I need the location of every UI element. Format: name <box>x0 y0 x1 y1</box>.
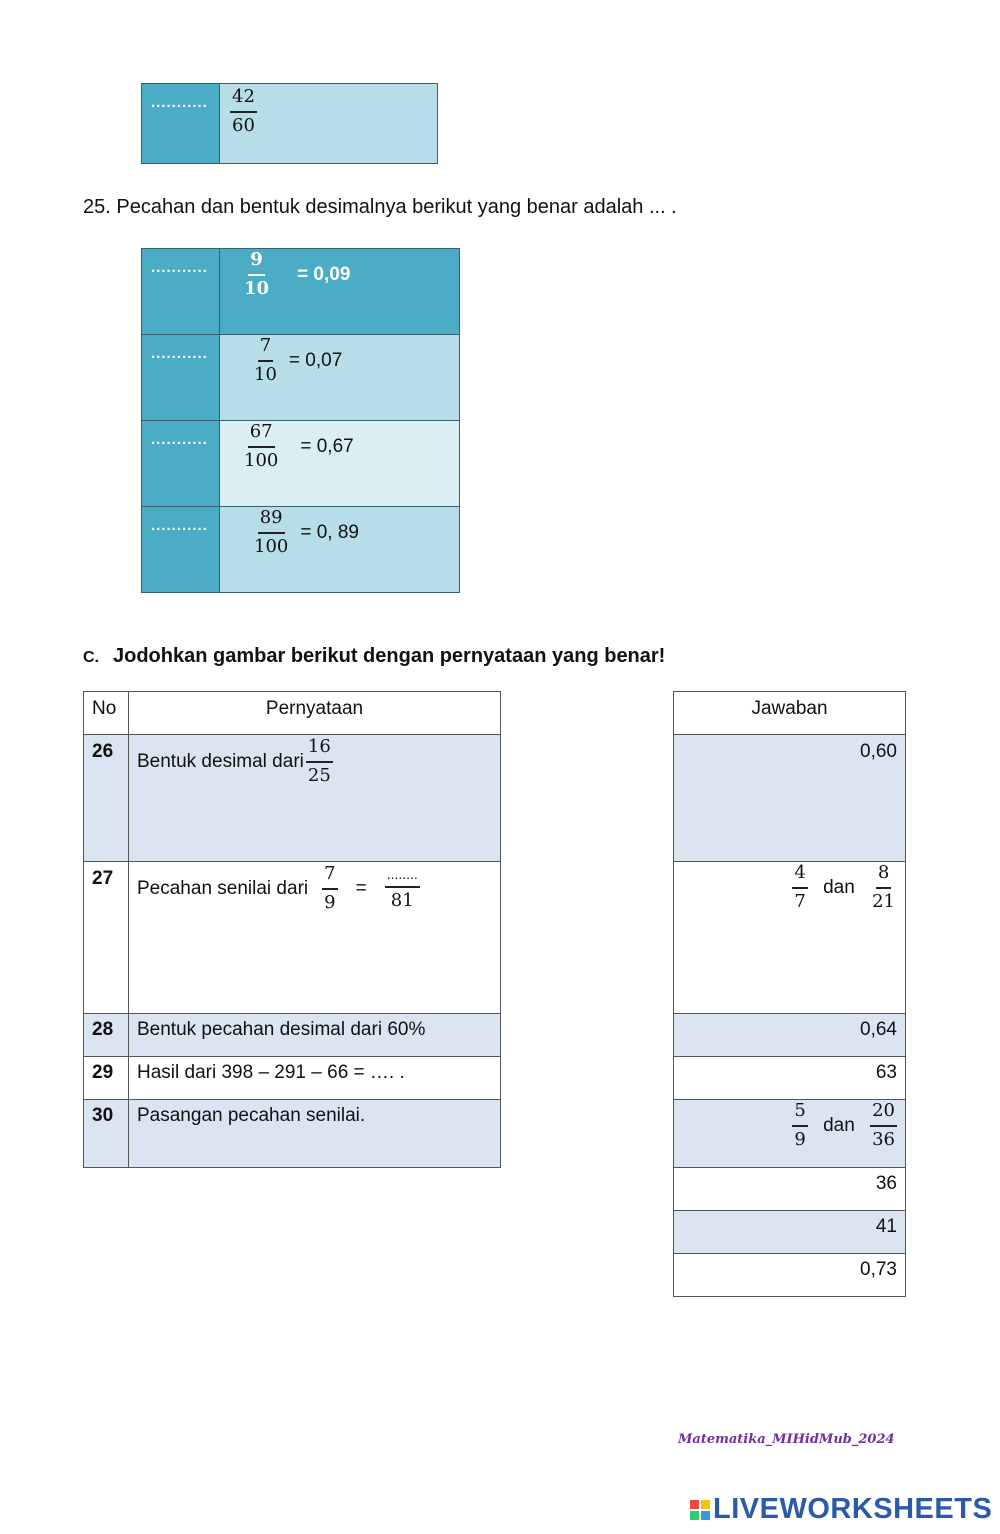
fraction: $\frac{67}{100}$ <box>244 421 279 471</box>
q24-option-cell <box>220 84 438 164</box>
statement-text: Bentuk desimal dari $\frac{16}{25}$ <box>129 735 501 862</box>
fraction: $\frac{7}{10}$ <box>254 335 277 385</box>
statement-number: 29 <box>84 1057 129 1100</box>
blank-fraction: $\frac{........}{81}$ <box>386 866 418 911</box>
fraction: $\frac{7}{9}$ <box>324 863 336 913</box>
answer-fraction-pair: $\frac{4}{7}$ dan $\frac{8}{21}$ <box>674 862 906 1014</box>
header-no: No <box>84 692 129 735</box>
statement-header-row <box>84 692 501 735</box>
q24-option-table <box>141 83 438 164</box>
q25-option-row <box>142 335 460 421</box>
q25-option-cell <box>220 249 460 335</box>
answer-row[interactable] <box>674 735 906 862</box>
fraction: $\frac{5}{9}$ <box>794 1100 806 1150</box>
answer-row[interactable] <box>674 1168 906 1211</box>
fraction: $\frac{8}{21}$ <box>872 862 895 912</box>
statement-number: 30 <box>84 1100 129 1168</box>
q25-answer-slot[interactable]: ........... <box>142 507 220 593</box>
q25-option-cell <box>220 421 460 507</box>
statement-row-28[interactable] <box>84 1014 501 1057</box>
section-c-label: C. <box>83 649 99 666</box>
statement-table <box>83 691 501 1168</box>
q25-option-cell <box>220 507 460 593</box>
statement-number: 28 <box>84 1014 129 1057</box>
statement-row-29[interactable] <box>84 1057 501 1100</box>
section-c-title: Jodohkan gambar berikut dengan pernyataan yang benar! <box>113 645 666 667</box>
statement-number: 26 <box>84 735 129 862</box>
fraction: $\frac{9}{10}$ <box>244 249 270 299</box>
answer-text: 36 <box>674 1168 906 1211</box>
answer-row[interactable] <box>674 1014 906 1057</box>
q25-answer-slot[interactable]: ........... <box>142 249 220 335</box>
brand-name: LIVEWORKSHEETS <box>713 1493 993 1525</box>
fraction: $\frac{4}{7}$ <box>794 862 806 912</box>
statement-number: 27 <box>84 862 129 1014</box>
section-c-heading <box>83 645 665 668</box>
answer-row[interactable] <box>674 1057 906 1100</box>
statement-row-30[interactable] <box>84 1100 501 1168</box>
statement-row-26[interactable] <box>84 735 501 862</box>
answer-header: Jawaban <box>674 692 906 735</box>
decimal-result: = 0, 89 <box>300 521 359 543</box>
q25-answer-slot[interactable]: ........... <box>142 335 220 421</box>
q25-option-row <box>142 421 460 507</box>
fraction: $\frac{20}{36}$ <box>872 1100 895 1150</box>
answer-fraction-pair: $\frac{5}{9}$ dan $\frac{20}{36}$ <box>674 1100 906 1168</box>
author-credit: Matematika_MIHidMub_2024 <box>678 1432 895 1447</box>
decimal-result: = 0,07 <box>288 349 343 371</box>
answer-row[interactable] <box>674 862 906 1014</box>
q24-fraction: $\frac{42}{60}$ <box>232 86 255 136</box>
liveworksheets-logo[interactable] <box>690 1493 992 1526</box>
q24-answer-slot[interactable]: ........... <box>142 84 220 164</box>
statement-row-27[interactable] <box>84 862 501 1014</box>
statement-text: Hasil dari 398 – 291 – 66 = …. . <box>129 1057 501 1100</box>
decimal-result: = 0,09 <box>297 263 351 285</box>
q25-option-row <box>142 249 460 335</box>
decimal-result: = 0,67 <box>300 435 354 457</box>
fraction: $\frac{89}{100}$ <box>254 507 289 557</box>
q25-option-table <box>141 248 460 593</box>
answer-text: 41 <box>674 1211 906 1254</box>
answer-row[interactable] <box>674 1100 906 1168</box>
answer-row[interactable] <box>674 1254 906 1297</box>
statement-text: Pasangan pecahan senilai. <box>129 1100 501 1168</box>
answer-row[interactable] <box>674 1211 906 1254</box>
answer-header-row <box>674 692 906 735</box>
answer-text: 63 <box>674 1057 906 1100</box>
answer-table <box>673 691 906 1297</box>
logo-blocks-icon <box>690 1500 710 1520</box>
answer-text: 0,60 <box>674 735 906 862</box>
answer-text: 0,64 <box>674 1014 906 1057</box>
question-25-text: 25. Pecahan dan bentuk desimalnya berikut yang benar adalah ... . <box>83 196 677 218</box>
statement-text: Bentuk pecahan desimal dari 60% <box>129 1014 501 1057</box>
answer-text: 0,73 <box>674 1254 906 1297</box>
header-statement: Pernyataan <box>129 692 501 735</box>
fraction: $\frac{16}{25}$ <box>307 736 331 786</box>
q25-option-row <box>142 507 460 593</box>
q25-option-cell <box>220 335 460 421</box>
statement-text: Pecahan senilai dari $\frac{7}{9}$ = $\frac{........}{81}$ <box>129 862 501 1014</box>
q25-answer-slot[interactable]: ........... <box>142 421 220 507</box>
